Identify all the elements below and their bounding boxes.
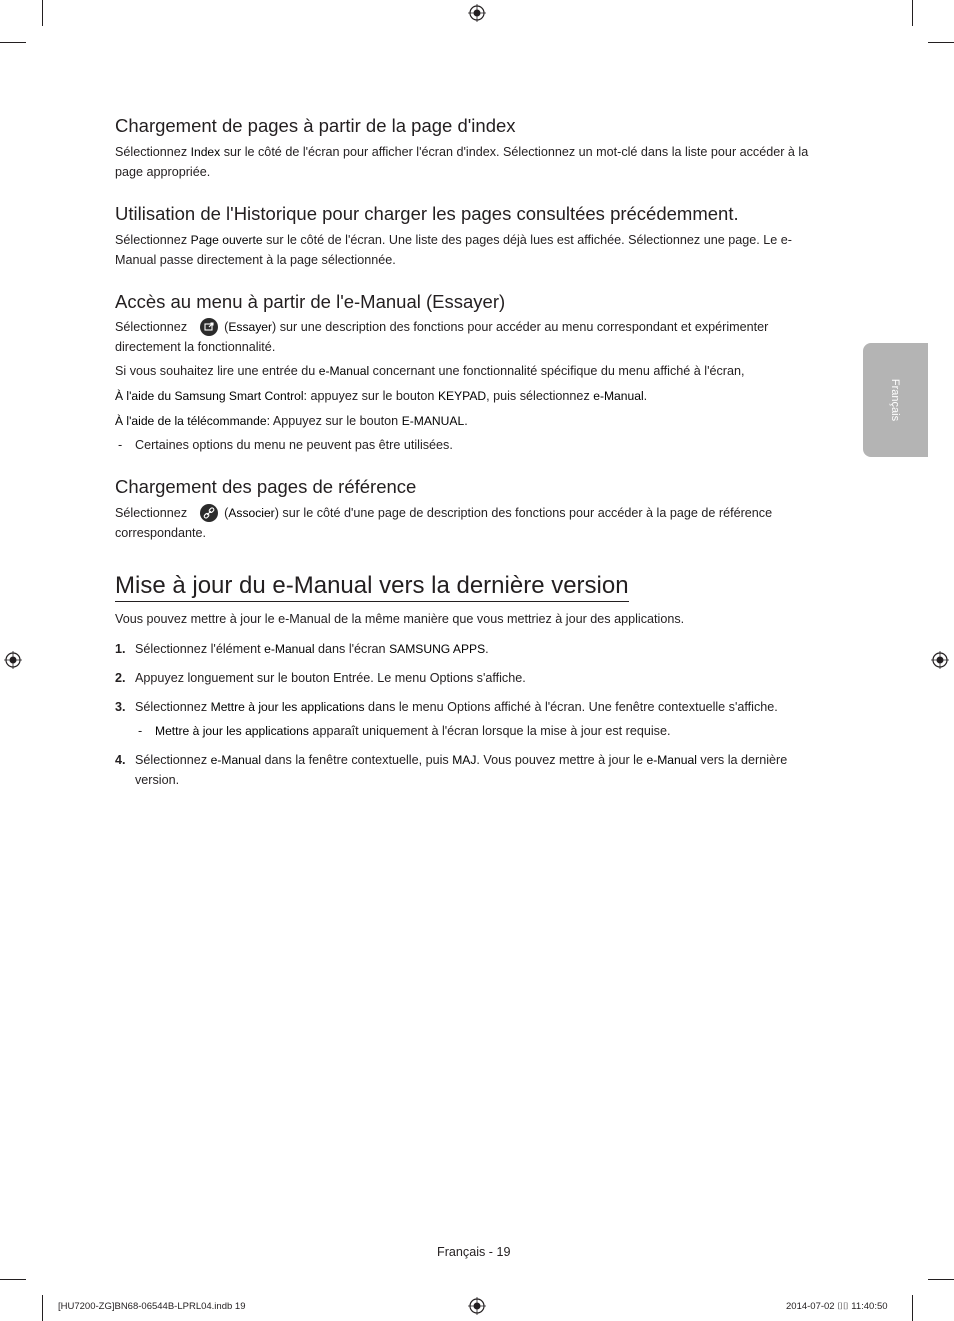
- crop-mark: [928, 42, 954, 43]
- ui-term: Associer: [228, 506, 275, 520]
- section-body-reference: Sélectionnez (Associer) sur le côté d'une page de description des fonctions pour accéder à la page de référence correspondante.: [115, 506, 773, 540]
- step-3-note: Mettre à jour les applications apparaît uniquement à l'écran lorsque la mise à jour est requise.: [155, 724, 671, 738]
- step-3: Sélectionnez Mettre à jour les applications dans le menu Options affiché à l'écran. Une fenêtre contextuelle s'affiche.: [135, 700, 778, 714]
- ui-term: e-Manual: [646, 753, 697, 767]
- step-1: Sélectionnez l'élément e-Manual dans l'écran SAMSUNG APPS.: [135, 642, 489, 656]
- ui-term: Mettre à jour les applications: [155, 724, 309, 738]
- crop-mark: [912, 1295, 913, 1321]
- ui-term: E-MANUAL: [401, 414, 465, 428]
- print-timestamp: 2014-07-02 ⌷⌷ 11:40:50: [786, 1301, 888, 1312]
- note-dash: -: [118, 438, 123, 452]
- ui-term: Index: [190, 145, 221, 159]
- crop-mark: [0, 1279, 26, 1280]
- step-2: Appuyez longuement sur le bouton Entrée. Le menu Options s'affiche.: [135, 671, 526, 685]
- section-title-history: Utilisation de l'Historique pour charger les pages consultées précédemment.: [115, 203, 739, 224]
- step-number: 3.: [115, 700, 126, 714]
- section-title-try: Accès au menu à partir de l'e-Manual (Essayer): [115, 291, 506, 312]
- crop-mark: [912, 0, 913, 26]
- step-number: 1.: [115, 642, 126, 656]
- step-number: 2.: [115, 671, 126, 685]
- ui-term: À l'aide de la télécommande: [115, 414, 267, 428]
- note-dash: -: [138, 724, 143, 738]
- language-side-tab: [863, 343, 928, 457]
- ui-term: Mettre à jour les applications: [210, 700, 365, 714]
- registration-mark-icon: [468, 1297, 486, 1315]
- section-line-try-3: À l'aide du Samsung Smart Control: appuyez sur le bouton KEYPAD, puis sélectionnez e-Manual.: [115, 389, 648, 403]
- ui-term: e-Manual: [210, 753, 262, 767]
- link-icon: [200, 504, 218, 522]
- step-4: Sélectionnez e-Manual dans la fenêtre contextuelle, puis MAJ. Vous pouvez mettre à jour le e-Manual vers la dernière version.: [135, 753, 788, 787]
- section-title-index: Chargement de pages à partir de la page d'index: [115, 115, 516, 136]
- page-number: Français - 19: [437, 1245, 511, 1259]
- ui-term: Page ouverte: [190, 233, 263, 247]
- section-note-try: Certaines options du menu ne peuvent pas être utilisées.: [135, 438, 453, 452]
- ui-term: e-Manual: [318, 364, 370, 378]
- registration-mark-icon: [931, 651, 949, 669]
- ui-term: MAJ: [452, 753, 477, 767]
- ui-term: Essayer: [228, 320, 273, 334]
- language-label: Français: [889, 378, 901, 422]
- main-section-intro: Vous pouvez mettre à jour le e-Manual de la même manière que vous mettriez à jour des applications.: [115, 612, 685, 626]
- step-number: 4.: [115, 753, 126, 767]
- crop-mark: [42, 1295, 43, 1321]
- crop-mark: [42, 0, 43, 26]
- crop-mark: [928, 1279, 954, 1280]
- try-icon: [200, 318, 218, 336]
- section-title-reference: Chargement des pages de référence: [115, 476, 417, 497]
- main-section-title: Mise à jour du e-Manual vers la dernière version: [115, 572, 629, 602]
- section-body-index: Sélectionnez Index sur le côté de l'écran pour afficher l'écran d'index. Sélectionnez un mot-clé dans la liste pour accéder à la page appropriée.: [115, 145, 809, 179]
- ui-term: À l'aide du Samsung Smart Control: [115, 389, 304, 403]
- section-line-try-2: Si vous souhaitez lire une entrée du e-Manual concernant une fonctionnalité spécifique du menu affiché à l'écran,: [115, 364, 745, 378]
- section-body-history: Sélectionnez Page ouverte sur le côté de l'écran. Une liste des pages déjà lues est affichée. Sélectionnez une page. Le e-Manual passe directement à la page sélectionnée.: [115, 233, 792, 267]
- crop-mark: [0, 42, 26, 43]
- registration-mark-icon: [4, 651, 22, 669]
- ui-term: SAMSUNG APPS: [389, 642, 486, 656]
- ui-term: e-Manual: [593, 389, 644, 403]
- ui-term: e-Manual: [264, 642, 315, 656]
- section-body-try: Sélectionnez (Essayer) sur une description des fonctions pour accéder au menu correspondant et expérimenter directement la fonctionnalité.: [115, 320, 769, 354]
- ui-term: KEYPAD: [437, 389, 487, 403]
- section-line-try-4: À l'aide de la télécommande: Appuyez sur le bouton E-MANUAL.: [115, 414, 468, 428]
- file-slug: [HU7200-ZG]BN68-06544B-LPRL04.indb 19: [58, 1301, 246, 1312]
- registration-mark-icon: [468, 4, 486, 22]
